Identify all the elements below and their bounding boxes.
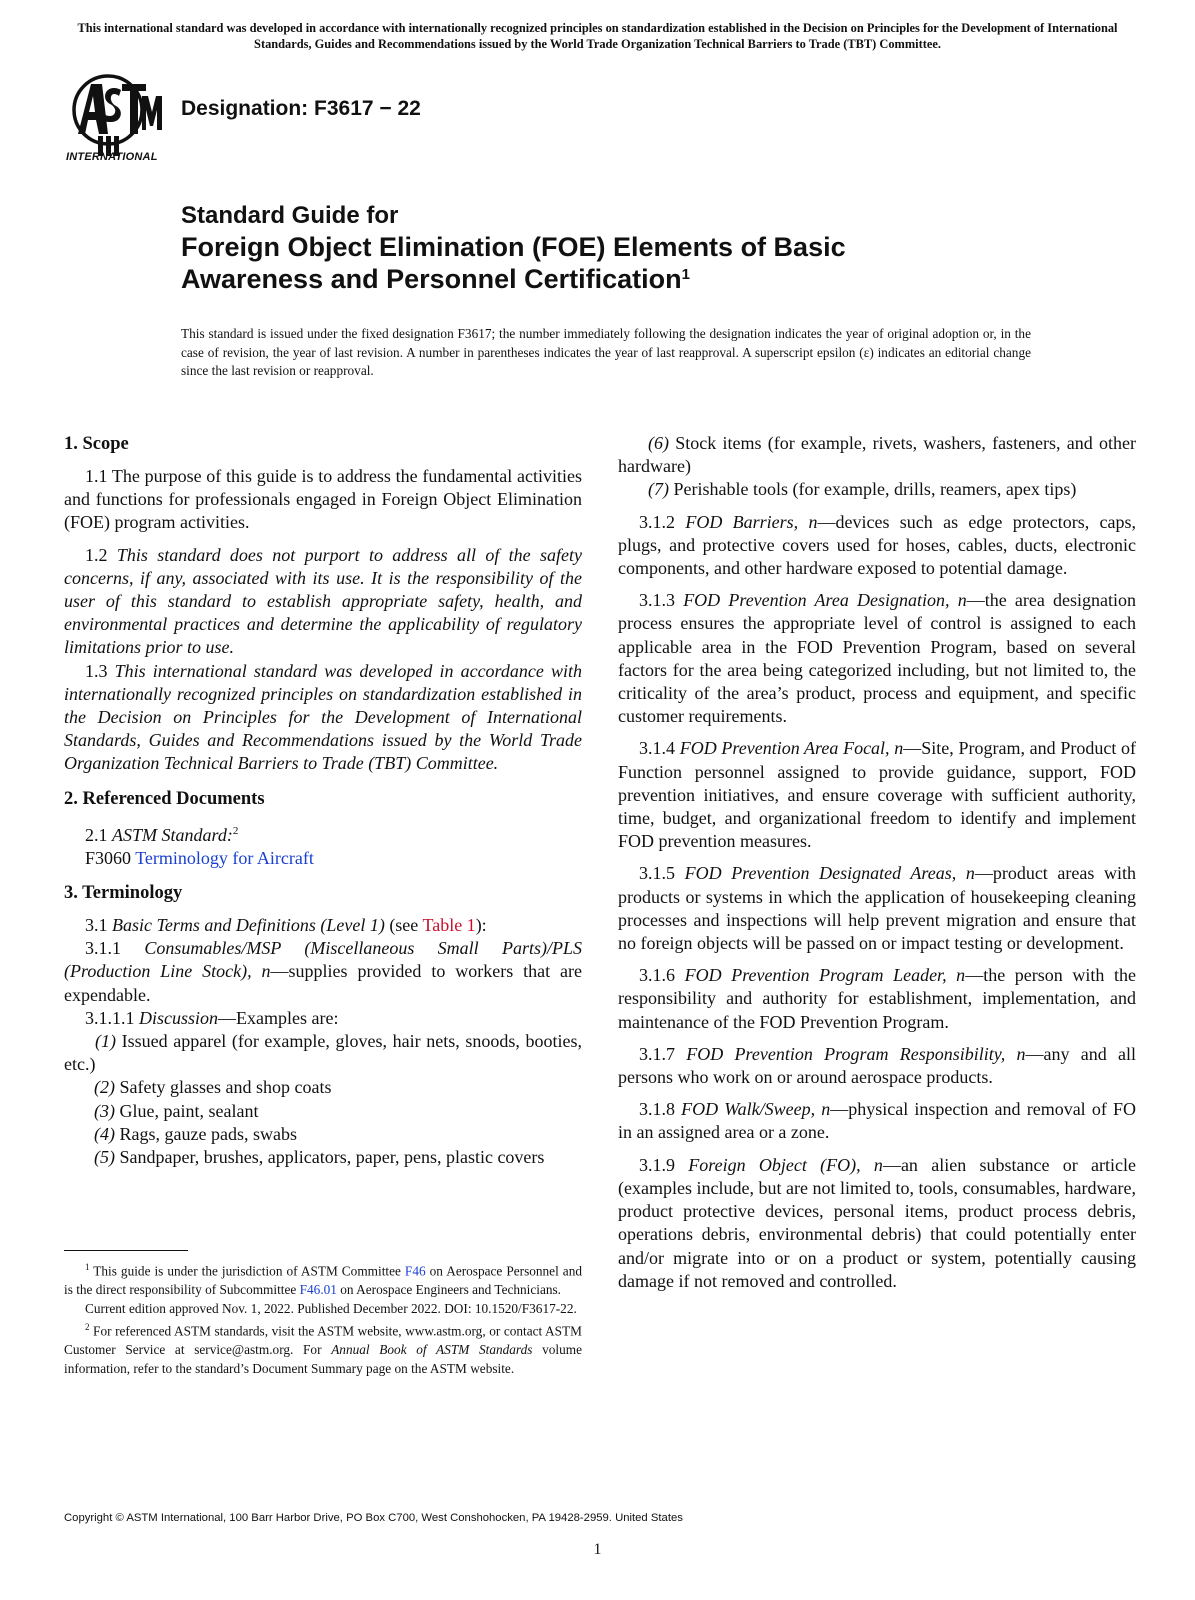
list-item: (1) Issued apparel (for example, gloves, hair nets, snoods, booties, etc.) xyxy=(64,1031,582,1075)
ref-f3060: F3060 Terminology for Aircraft xyxy=(85,847,314,868)
definition-3-1-9: 3.1.9 Foreign Object (FO), n—an alien substance or article (examples include, but are not limited to, tools, consumables, hardware, product protective devices, personal items, product process debris, operations debris, environmental debris) that could potentially enter and/or migrate into or on a product or system, potentially causing damage if not removed and controlled. xyxy=(618,1154,1136,1291)
committee-f46-link[interactable]: F46 xyxy=(404,1263,426,1279)
para-3-1-1-1: 3.1.1.1 Discussion—Examples are: xyxy=(85,1007,339,1028)
footnote-1: $^1$ This guide is under the jurisdiction of ASTM Committee F46 on Aerospace Personnel and is the direct responsibility of Subcommittee F46.01 on Aerospace Engineers and Technicians. xyxy=(64,1262,582,1298)
para-3-1: 3.1 Basic Terms and Definitions (Level 1) (see Table 1): xyxy=(85,915,487,936)
logo-wordmark: INTERNATIONAL xyxy=(66,151,158,163)
definition-3-1-6: 3.1.6 FOD Prevention Program Leader, n—the person with the responsibility and authority for establishment, implementation, and maintenance of the FOD Prevention Program. xyxy=(618,965,1136,1032)
para-1-2: 1.2 This standard does not purport to address all of the safety concerns, if any, associated with its use. It is the responsibility of the user of this standard to establish appropriate safety, health, and environmental practices and determine the applicability of regulatory limitations prior to use. xyxy=(64,544,583,658)
title-line-1: Standard Guide for xyxy=(181,202,399,229)
footnote-divider xyxy=(64,1250,188,1251)
footnote-1-edition: Current edition approved Nov. 1, 2022. Published December 2022. DOI: 10.1520/F3617-22. xyxy=(85,1300,577,1316)
title-footnote-mark: 1 xyxy=(681,266,691,283)
para-2-1: 2.1 ASTM Standard:$^2$ xyxy=(85,824,239,845)
footnote-2: $^2$ For referenced ASTM standards, visit the ASTM website, www.astm.org, or contact ASTM Customer Service at service@astm.org. For Annual Book of ASTM Standards volume information, refer to the standard’s Document Summary page on the ASTM website. xyxy=(64,1322,582,1376)
right-column xyxy=(618,432,1136,1293)
footnotes xyxy=(64,1258,582,1378)
designation: Designation: F3617 − 22 xyxy=(181,97,421,120)
para-3-1-1: 3.1.1 Consumables/MSP (Miscellaneous Small Parts)/PLS (Production Line Stock), n—supplies provided to workers that are expendable. xyxy=(64,938,583,1005)
list-item: (7) Perishable tools (for example, drills, reamers, apex tips) xyxy=(648,479,1077,500)
list-item: (4) Rags, gauze pads, swabs xyxy=(94,1123,297,1144)
table-1-link[interactable]: Table 1 xyxy=(422,915,476,936)
page-number: 1 xyxy=(593,1541,602,1558)
list-item: (6) Stock items (for example, rivets, washers, fasteners, and other hardware) xyxy=(618,433,1136,477)
document-title xyxy=(181,201,846,295)
para-1-1: 1.1 The purpose of this guide is to address the fundamental activities and functions for professionals engaged in Foreign Object Elimination (FOE) program activities. xyxy=(64,466,582,533)
definition-3-1-2: 3.1.2 FOD Barriers, n—devices such as edge protectors, caps, plugs, and protective covers used for hoses, cables, ducts, electronic components, and other hardware exposed to potential damage. xyxy=(618,511,1137,579)
definition-3-1-7: 3.1.7 FOD Prevention Program Responsibility, n—any and all persons who work on or around aerospace products. xyxy=(618,1043,1136,1088)
ref-link-terminology-aircraft[interactable]: Terminology for Aircraft xyxy=(135,847,314,868)
subcommittee-f4601-link[interactable]: F46.01 xyxy=(299,1282,337,1298)
list-item: (5) Sandpaper, brushes, applicators, paper, pens, plastic covers xyxy=(94,1147,545,1168)
section-1-heading: 1. Scope xyxy=(64,434,129,454)
list-item: (2) Safety glasses and shop coats xyxy=(94,1077,332,1098)
top-notice: This international standard was developed in accordance with internationally recognized principles on standardization established in the Decision on Principles for the Development of International Standards, Guides and Recommendations issued by the World Trade Organization Technical Barriers to Trade (TBT) Committee. xyxy=(77,21,1118,51)
list-item: (3) Glue, paint, sealant xyxy=(94,1100,259,1121)
para-1-3: 1.3 This international standard was developed in accordance with internationally recognized principles on standardization established in the Decision on Principles for the Development of International Standards, Guides and Recommendations issued by the World Trade Organization Technical Barriers to Trade (TBT) Committee. xyxy=(64,660,582,774)
section-3-heading: 3. Terminology xyxy=(64,883,183,904)
definition-3-1-8: 3.1.8 FOD Walk/Sweep, n—physical inspection and removal of FO in an assigned area or a zone. xyxy=(618,1099,1136,1143)
left-column xyxy=(64,432,582,1169)
section-2-heading: 2. Referenced Documents xyxy=(64,788,265,809)
definition-3-1-3: 3.1.3 FOD Prevention Area Designation, n—the area designation process ensures the appropriate level of control is assigned to each applicable area in the FOD Prevention Program, based on several factors for the area being categorized including, but not limited to, the criticality of the area’s product, process and equipment, and specific customer requirements. xyxy=(618,590,1136,727)
copyright: Copyright © ASTM International, 100 Barr Harbor Drive, PO Box C700, West Conshohocken, PA 19428-2959. United States xyxy=(64,1512,683,1524)
title-line-2: Foreign Object Elimination (FOE) Elements of Basic xyxy=(181,232,846,262)
issue-note: This standard is issued under the fixed designation F3617; the number immediately following the designation indicates the year of original adoption or, in the case of revision, the year of last revision. A number in parentheses indicates the year of last reapproval. A superscript epsilon (ε) indicates an editorial change since the last revision or reapproval. xyxy=(181,326,1031,378)
definition-3-1-5: 3.1.5 FOD Prevention Designated Areas, n—product areas with products or systems in which the application of housekeeping cleaning processes and inspections will help prevent migration and ensure that no foreign objects will be passed on or impact testing or development. xyxy=(618,863,1136,954)
title-line-3: Awareness and Personnel Certification xyxy=(181,264,682,294)
definition-3-1-4: 3.1.4 FOD Prevention Area Focal, n—Site, Program, and Product of Function personnel assigned to provide guidance, support, FOD prevention initiatives, and ensure coverage with sufficient authority, time, budget, and organizational freedom to identify and implement FOD prevention measures. xyxy=(618,738,1137,852)
